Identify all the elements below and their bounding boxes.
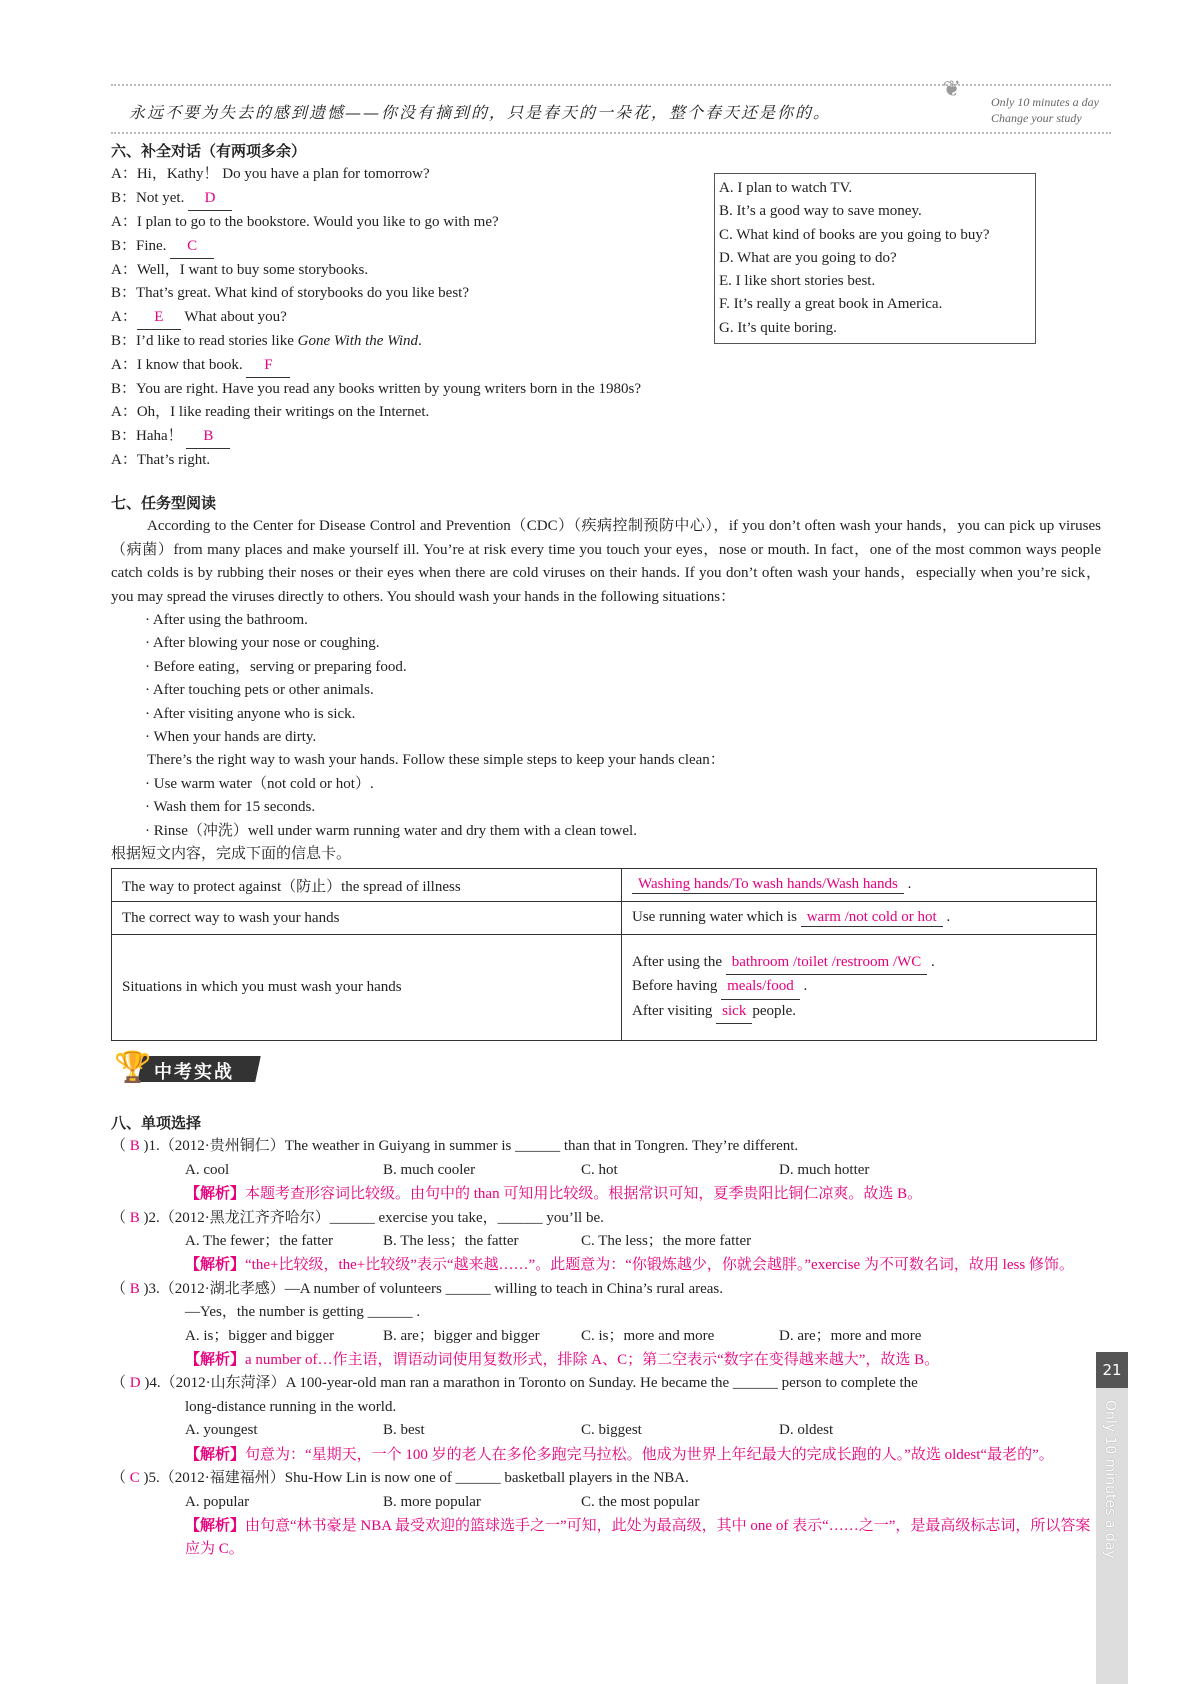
list-item: · When your hands are dirty.	[145, 729, 317, 746]
paren-open: （	[111, 1138, 130, 1155]
page-sidebar	[1096, 1352, 1128, 1684]
option-choice: B. The less；the fatter	[383, 1233, 519, 1250]
page-header	[111, 76, 1111, 136]
section-7-title: 七、任务型阅读	[111, 494, 217, 512]
question-stem	[111, 1467, 1101, 1490]
section-8-title: 八、单项选择	[111, 1114, 202, 1132]
trophy-icon: 🏆	[114, 1051, 152, 1084]
dialogue-line	[111, 425, 1101, 449]
explanation	[111, 1253, 1101, 1277]
question-text: )5.（2012·福建福州）Shu-How Lin is now one of ______ basketball players in the NBA.	[139, 1470, 689, 1487]
card-answer-cell: After using the bathroom /toilet /restroom /WC . Before having meals/food . After visiting sick people.	[622, 935, 1097, 1041]
option-choice: A. is；bigger and bigger	[185, 1327, 335, 1344]
card-text: Use running water which is	[632, 909, 801, 925]
card-answer-cell: Washing hands/To wash hands/Wash hands .	[622, 869, 1097, 902]
list-item: · After touching pets or other animals.	[145, 682, 374, 699]
list-item: · Before eating，serving or preparing food.	[145, 658, 407, 675]
option-choice: C. The less；the more fatter	[581, 1233, 752, 1250]
card-instruction: 根据短文内容，完成下面的信息卡。	[111, 846, 352, 863]
explanation-text: 句意为：“星期天，一个 100 岁的老人在多伦多跑完马拉松。他成为世界上年纪最大的完成长跑的人。”故选 oldest“最老的”。	[245, 1446, 1054, 1463]
option-choice: B. more popular	[383, 1493, 481, 1510]
header-dotted-rule-bottom	[111, 132, 1111, 134]
reading-section	[111, 492, 1101, 867]
list-item: · Wash them for 15 seconds.	[145, 799, 316, 816]
question-answer: B	[129, 1280, 140, 1297]
dialogue-text: B：Not yet.	[111, 189, 189, 206]
question-text: )2.（2012·黑龙江齐齐哈尔）______ exercise you take，______ you’ll be.	[139, 1209, 604, 1226]
explanation-tag: 【解析】	[185, 1350, 246, 1369]
question-options	[111, 1159, 1101, 1182]
reading-paragraph-2: There’s the right way to wash your hands. Follow these simple steps to keep your hands clean：	[147, 752, 725, 769]
answer-1: Washing hands/To wash hands/Wash hands	[632, 876, 904, 894]
option-item: C. What kind of books are you going to buy?	[719, 226, 990, 243]
question	[111, 1372, 1101, 1467]
dialogue-text: B：Fine.	[111, 237, 171, 254]
situations-list	[111, 609, 1101, 749]
option-choice: A. The fewer；the fatter	[185, 1233, 333, 1250]
list-item: · After using the bathroom.	[145, 612, 308, 629]
option-choice: B. best	[383, 1422, 425, 1439]
leaf-decoration-icon: ❦	[942, 76, 961, 101]
option-item: B. It’s a good way to save money.	[719, 203, 922, 220]
question-options	[111, 1491, 1101, 1514]
dialogue-text: .	[418, 333, 422, 350]
option-item: A. I plan to watch TV.	[719, 180, 853, 196]
book-title: Gone With the Wind	[297, 333, 419, 350]
dialogue-answer: C	[170, 235, 214, 259]
option-choice: A. popular	[185, 1493, 250, 1510]
dialogue-line	[111, 449, 1101, 472]
option-choice: B. much cooler	[383, 1161, 476, 1178]
explanation	[111, 1348, 1101, 1372]
dialogue-text: B：Haha！	[111, 427, 187, 444]
question-text: )1.（2012·贵州铜仁）The weather in Guiyang in summer is ______ than that in Tongren. They’re different.	[139, 1138, 799, 1155]
option-choice: C. the most popular	[581, 1493, 700, 1510]
question-text: )4.（2012·山东菏泽）A 100-year-old man ran a marathon in Toronto on Sunday. He became the ______ person to complete the	[140, 1375, 918, 1392]
answer-2: warm /not cold or hot	[801, 909, 943, 927]
explanation-text: 由句意“林书豪是 NBA 最受欢迎的篮球选手之一”可知，此处为最高级，其中 one of 表示“……之一”，是最高级标志词，所以答案应为 C。	[185, 1517, 1091, 1558]
option-item: D. What are you going to do?	[719, 249, 897, 266]
explanation-text: “the+比较级，the+比较级”表示“越来越……”。此题意为：“你锻炼越少，你就会越胖。”exercise 为不可数名词，故用 less 修饰。	[245, 1257, 1074, 1274]
card-text: people.	[752, 1002, 797, 1019]
explanation	[111, 1182, 1101, 1206]
dialogue-options-box	[714, 173, 1036, 344]
question-stem	[111, 1207, 1101, 1230]
banner-text: 中考实战	[154, 1062, 234, 1083]
dialogue-line	[111, 354, 1101, 378]
dialogue-text: A：I plan to go to the bookstore. Would you like to go with me?	[111, 214, 499, 231]
option-choice: C. biggest	[581, 1422, 642, 1439]
option-list	[719, 177, 1031, 340]
reading-paragraph-1: According to the Center for Disease Control and Prevention（CDC）（疾病控制预防中心），if you don’t often wash your hands，you can pick up viruses（病菌）from many places and make yourself ill. You’re at risk every time you touch your eyes，nose or mouth. In fact，one of the most common ways people catch colds is by rubbing their noses or their eyes when there are cold viruses on their hands. If you don’t often wash your hands，especially when you’re sick，you may spread the viruses directly to others. You should wash your hands in the following situations：	[111, 518, 1101, 605]
question	[111, 1278, 1101, 1373]
explanation-text: 本题考查形容词比较级。由句中的 than 可知用比较级。根据常识可知，夏季贵阳比铜仁凉爽。故选 B。	[245, 1186, 923, 1203]
dialogue-text: A：	[111, 308, 137, 325]
dialogue-line	[111, 401, 1101, 424]
card-answer-cell: Use running water which is warm /not cold or hot .	[622, 902, 1097, 935]
question-subline: —Yes，the number is getting ______ .	[185, 1304, 421, 1321]
explanation-tag: 【解析】	[185, 1184, 246, 1203]
dialogue-text: A：Oh，I like reading their writings on the Internet.	[111, 404, 430, 421]
list-item: · Rinse（冲洗）well under warm running water and dry them with a clean towel.	[145, 822, 637, 839]
page-number: 21	[1096, 1352, 1128, 1388]
option-item: F. It’s really a great book in America.	[719, 296, 943, 313]
dialogue-text: B：That’s great. What kind of storybooks do you like best?	[111, 285, 470, 302]
table-row	[112, 869, 1097, 902]
dialogue-text: B：I’d like to read stories like	[111, 333, 298, 350]
question-options	[111, 1230, 1101, 1253]
option-choice: A. youngest	[185, 1422, 258, 1439]
exam-practice-banner	[114, 1050, 260, 1086]
table-row	[112, 935, 1097, 1041]
list-item: · Use warm water（not cold or hot）.	[145, 775, 374, 792]
answer-3a: bathroom /toilet /restroom /WC	[726, 951, 928, 975]
paren-open: （	[111, 1280, 130, 1297]
explanation	[111, 1514, 1101, 1562]
sidebar-vertical-text: Only 10 minutes a day	[1102, 1400, 1118, 1559]
info-card-table	[111, 868, 1097, 1041]
steps-list	[111, 773, 1101, 843]
dialogue-line	[111, 378, 1101, 401]
option-choice: B. are；bigger and bigger	[383, 1327, 540, 1344]
explanation-tag: 【解析】	[185, 1515, 246, 1534]
question-answer: C	[129, 1470, 140, 1487]
question-options	[111, 1419, 1101, 1442]
list-item: · After visiting anyone who is sick.	[145, 705, 356, 722]
question-answer: B	[129, 1138, 140, 1155]
card-text: After visiting	[632, 1002, 717, 1019]
paren-open: （	[111, 1209, 130, 1226]
answer-3c: sick	[716, 1000, 752, 1024]
option-choice: D. are；more and more	[779, 1327, 922, 1344]
explanation-text: a number of…作主语，谓语动词使用复数形式，排除 A、C；第二空表示“数字在变得越来越大”，故选 B。	[245, 1352, 940, 1369]
question	[111, 1135, 1101, 1206]
dialogue-answer: B	[186, 425, 230, 449]
explanation-tag: 【解析】	[185, 1444, 246, 1463]
question-options	[111, 1325, 1101, 1348]
option-choice: A. cool	[185, 1161, 230, 1178]
multiple-choice-section	[111, 1112, 1101, 1562]
option-choice: C. hot	[581, 1161, 618, 1178]
question	[111, 1207, 1101, 1278]
tagline-2: Change your study	[991, 111, 1082, 125]
card-label: The correct way to wash your hands	[112, 902, 622, 935]
question-answer: D	[129, 1375, 141, 1392]
dialogue-answer: D	[188, 187, 232, 211]
dialogue-text: A：That’s right.	[111, 452, 211, 469]
question-stem	[111, 1135, 1101, 1158]
option-item: G. It’s quite boring.	[719, 319, 837, 336]
option-choice: D. much hotter	[779, 1161, 870, 1178]
question	[111, 1467, 1101, 1562]
header-tagline	[991, 94, 1099, 126]
question-list	[111, 1135, 1101, 1561]
question-subline: long-distance running in the world.	[185, 1398, 397, 1415]
option-choice: C. is；more and more	[581, 1327, 715, 1344]
dialogue-text: What about you?	[180, 308, 287, 325]
card-text: Before having	[632, 978, 722, 995]
question-stem	[111, 1278, 1101, 1301]
question-stem	[111, 1372, 1101, 1395]
card-label: Situations in which you must wash your hands	[112, 935, 622, 1041]
dialogue-text: A：Hi，Kathy！ Do you have a plan for tomorrow?	[111, 166, 430, 183]
header-dotted-rule	[111, 84, 1111, 86]
dialogue-answer: E	[137, 306, 181, 330]
tagline-1: Only 10 minutes a day	[991, 95, 1099, 109]
table-row	[112, 902, 1097, 935]
question-text: )3.（2012·湖北孝感）—A number of volunteers ______ willing to teach in China’s rural areas.	[139, 1280, 724, 1297]
question-answer: B	[129, 1209, 140, 1226]
paren-open: （	[111, 1470, 130, 1487]
answer-3b: meals/food	[721, 975, 800, 999]
dialogue-text: B：You are right. Have you read any books written by young writers born in the 1980s?	[111, 381, 642, 398]
list-item: · After blowing your nose or coughing.	[145, 635, 380, 652]
explanation-tag: 【解析】	[185, 1255, 246, 1274]
option-item: E. I like short stories best.	[719, 273, 876, 290]
dialogue-text: A：I know that book.	[111, 356, 247, 373]
card-label: The way to protect against（防止）the spread of illness	[112, 869, 622, 902]
option-choice: D. oldest	[779, 1422, 834, 1439]
card-text: After using the	[632, 953, 726, 970]
explanation	[111, 1443, 1101, 1467]
dialogue-text: A：Well，I want to buy some storybooks.	[111, 262, 369, 279]
section-6-title: 六、补全对话（有两项多余）	[111, 142, 307, 160]
dialogue-answer: F	[246, 354, 290, 378]
paren-open: （	[111, 1375, 130, 1392]
header-motto: 永远不要为失去的感到遗憾——你没有摘到的，只是春天的一朵花，整个春天还是你的。	[129, 103, 832, 122]
